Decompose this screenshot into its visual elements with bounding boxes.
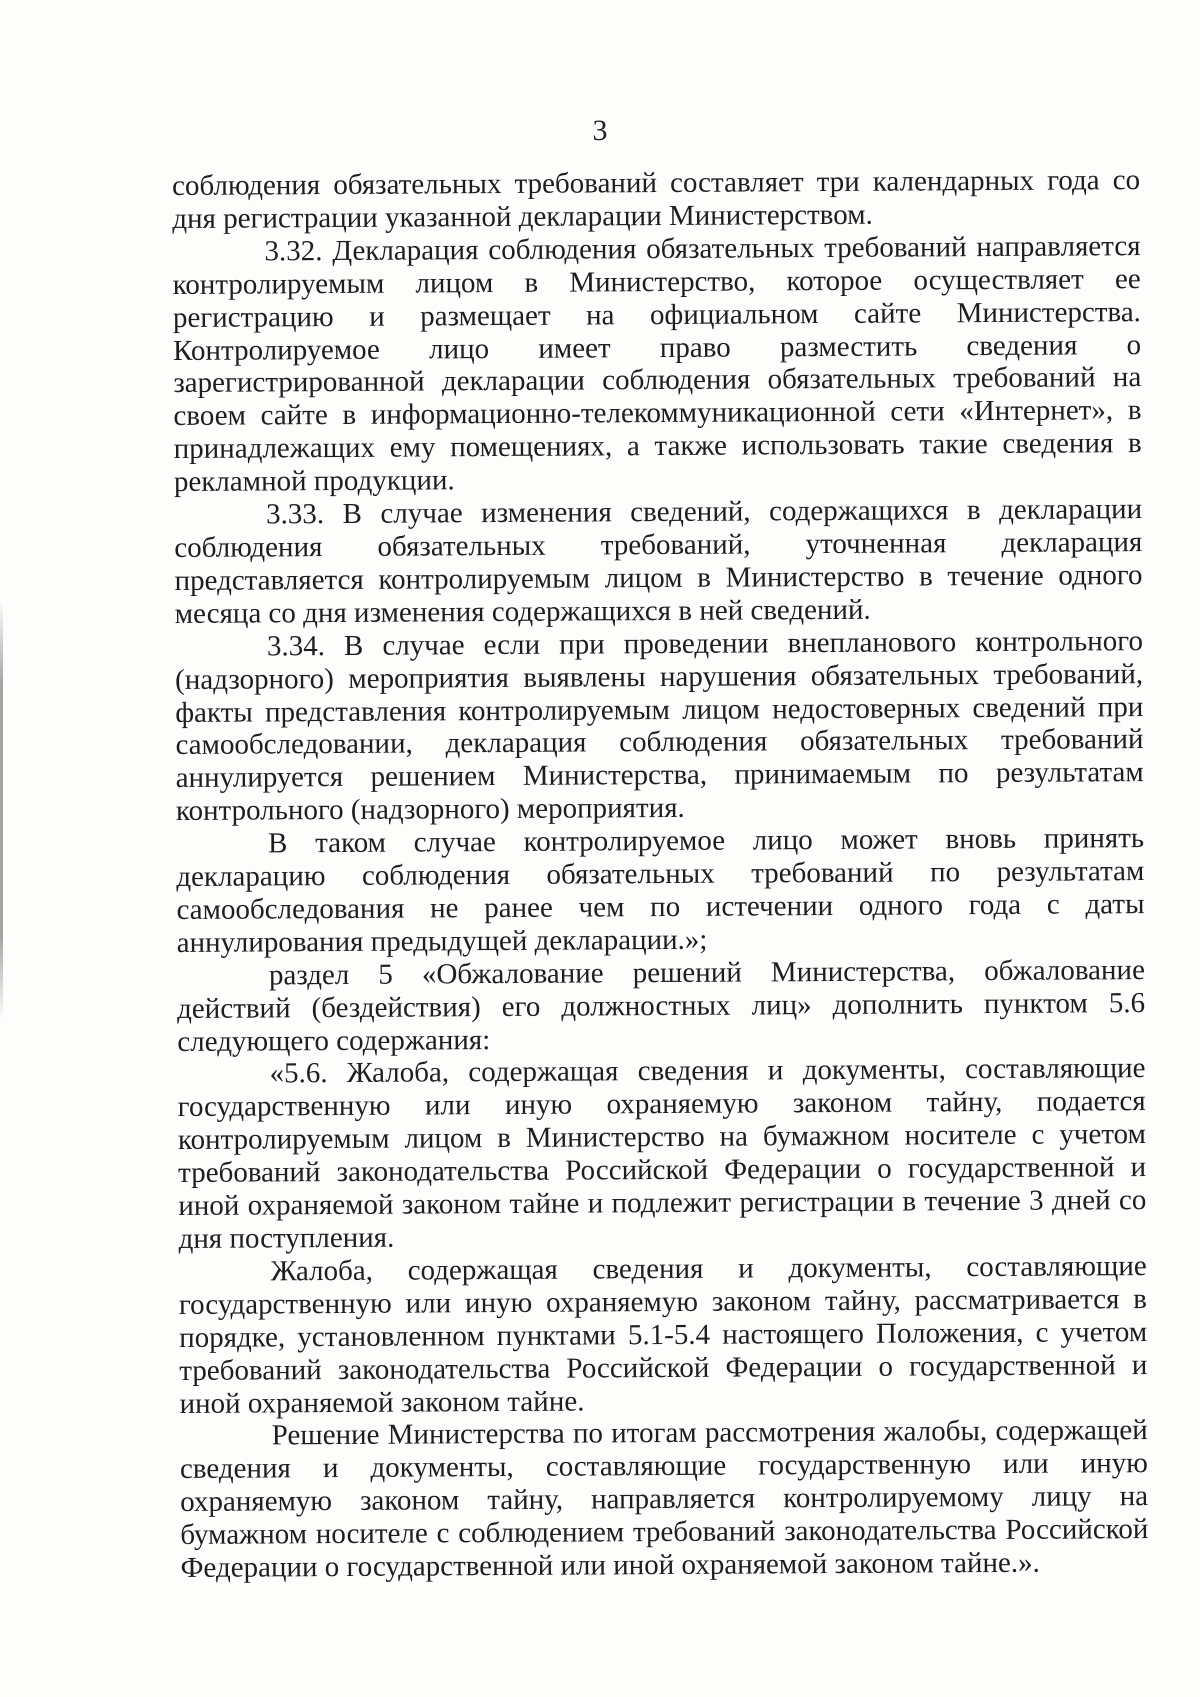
paragraph-3-34: 3.34. В случае если при проведении внепланового контрольного (надзорного) мероприятия выявлены нарушения обязательных требований, факты представления контролируемым лицом недостоверных сведений при самообследовании, декларация соблюдения обязательных требований аннулируется решением Министерства, принимаемым по результатам контрольного (надзорного) мероприятия. <box>175 624 1144 828</box>
document-body <box>172 164 1149 1585</box>
paragraph-section-5: раздел 5 «Обжалование решений Министерства, обжалование действий (бездействия) его должностных лиц» дополнить пунктом 5.6 следующего содержания: <box>177 953 1146 1058</box>
paragraph-3-32: 3.32. Декларация соблюдения обязательных требований направляется контролируемым лицом в Министерство, которое осуществляет ее регистрацию и размещает на официальном сайте Министерства. Контролируемое лицо имеет право разместить сведения о зарегистрированной декларации соблюдения обязательных требований на своем сайте в информационно-телекоммуникационной сети «Интернет», в принадлежащих ему помещениях, а также использовать такие сведения в рекламной продукции. <box>172 229 1142 499</box>
paragraph: Жалоба, содержащая сведения и документы, составляющие государственную или иную охраняемую законом тайну, рассматривается в порядке, установленном пунктами 5.1-5.4 настоящего Положения, с учетом требований законодательства Российской Федерации о государственной и иной охраняемой законом тайне. <box>178 1249 1148 1420</box>
paragraph: В таком случае контролируемое лицо может вновь принять декларацию соблюдения обязательных требований по результатам самообследования не ранее чем по истечении одного года с даты аннулирования предыдущей декларации.»; <box>176 822 1145 959</box>
paragraph: соблюдения обязательных требований составляет три календарных года со дня регистрации указанной декларации Министерством. <box>172 164 1141 235</box>
paragraph-5-6: «5.6. Жалоба, содержащая сведения и документы, составляющие государственную или иную охраняемую законом тайну, подается контролируемым лицом в Министерство на бумажном носителе с учетом требований законодательства Российской Федерации о государственной и иной охраняемой законом тайне и подлежит регистрации в течение 3 дней со дня поступления. <box>177 1052 1147 1255</box>
paragraph-3-33: 3.33. В случае изменения сведений, содержащихся в декларации соблюдения обязательных требований, уточненная декларация представляется контролируемым лицом в Министерство в течение одного месяца со дня изменения содержащихся в ней сведений. <box>174 493 1143 630</box>
paragraph: Решение Министерства по итогам рассмотрения жалобы, содержащей сведения и документы, составляющие государственную или иную охраняемую законом тайну, направляется контролируемому лицу на бумажном носителе с соблюдением требований законодательства Российской Федерации о государственной или иной охраняемой законом тайне.». <box>179 1414 1149 1585</box>
page-number: 3 <box>592 114 608 147</box>
scan-edge <box>0 600 3 1020</box>
